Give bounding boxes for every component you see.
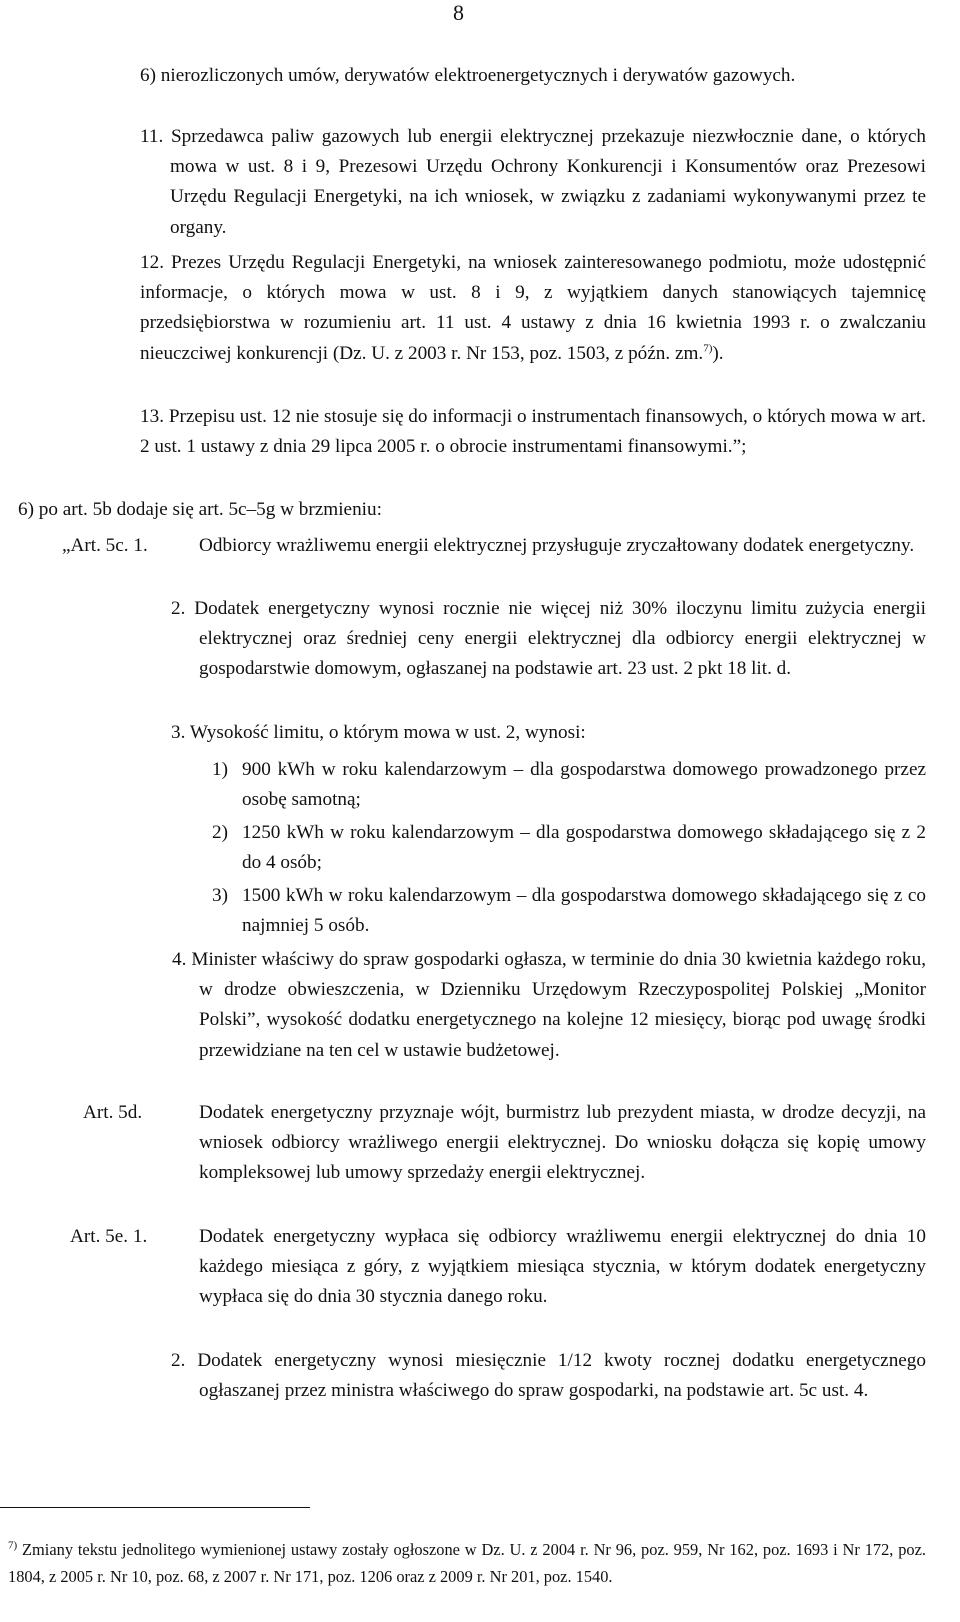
paragraph-12 bbox=[140, 248, 926, 369]
paragraph-12-tail: ). bbox=[712, 342, 724, 364]
amendment-point-6: 6) po art. 5b dodaje się art. 5c–5g w brzmieniu: bbox=[18, 499, 382, 520]
article-5c-ust-1: Odbiorcy wrażliwemu energii elektrycznej przysługuje zryczałtowany dodatek energetyczny. bbox=[199, 535, 915, 556]
paragraph-11: 11. Sprzedawca paliw gazowych lub energii elektrycznej przekazuje niezwłocznie dane, o których mowa w ust. 8 i 9, Prezesowi Urzędu Ochrony Konkurencji i Konsumentów oraz Prezesowi Urzędu Regulacji Energetyki, na ich wniosek, w związku z zadaniami wykonywanymi przez te organy. bbox=[140, 126, 926, 238]
paragraph-13: 13. Przepisu ust. 12 nie stosuje się do informacji o instrumentach finansowych, o których mowa w art. 2 ust. 1 ustawy z dnia 29 lipca 2005 r. o obrocie instrumentami finansowymi.”; bbox=[140, 406, 926, 458]
footnote-marker: 7) bbox=[8, 1539, 18, 1552]
point-1: 900 kWh w roku kalendarzowym – dla gospodarstwa domowego prowadzonego przez osobę samotną; bbox=[242, 759, 926, 811]
footnote-separator bbox=[0, 1507, 310, 1508]
article-5c-ust-3: 3. Wysokość limitu, o którym mowa w ust. 2, wynosi: bbox=[171, 722, 586, 743]
point-1-number: 1) bbox=[212, 759, 228, 780]
article-5c-ust-4: 4. Minister właściwy do spraw gospodarki ogłasza, w terminie do dnia 30 kwietnia każdego roku, w drodze obwieszczenia, w Dzienniku Urzędowym Rzeczypospolitej Polskiej „Monitor Polski”, wysokość dodatku energetycznego na kolejne 12 miesięcy, biorąc pod uwagę środki przewidziane na ten cel w ustawie budżetowej. bbox=[172, 949, 926, 1061]
footnote bbox=[8, 1536, 926, 1590]
footnote-reference: 7) bbox=[703, 342, 713, 355]
point-3-number: 3) bbox=[212, 885, 228, 906]
article-5e-ust-1: Dodatek energetyczny wypłaca się odbiorcy wrażliwemu energii elektrycznej do dnia 10 każdego miesiąca z góry, z wyjątkiem miesiąca stycznia, w którym dodatek energetyczny wypłaca się do dnia 30 stycznia danego roku. bbox=[199, 1226, 926, 1308]
article-5d-heading: Art. 5d. bbox=[83, 1102, 143, 1123]
point-3: 1500 kWh w roku kalendarzowym – dla gospodarstwa domowego składającego się z co najmniej 5 osób. bbox=[242, 885, 926, 937]
page-number: 8 bbox=[453, 0, 464, 25]
footnote-text: Zmiany tekstu jednolitego wymienionej ustawy zostały ogłoszone w Dz. U. z 2004 r. Nr 96, poz. 959, Nr 162, poz. 1693 i Nr 172, poz. 1804, z 2005 r. Nr 10, poz. 68, z 2007 r. Nr 171, poz. 1206 oraz z 2009 r. Nr 201, poz. 1540. bbox=[8, 1540, 926, 1586]
point-2-number: 2) bbox=[212, 822, 228, 843]
article-5c-heading: „Art. 5c. 1. bbox=[62, 535, 148, 556]
point-2: 1250 kWh w roku kalendarzowym – dla gospodarstwa domowego składającego się z 2 do 4 osób; bbox=[242, 822, 926, 874]
paragraph-6: 6) nierozliczonych umów, derywatów elektroenergetycznych i derywatów gazowych. bbox=[140, 65, 796, 86]
article-5c-ust-2: 2. Dodatek energetyczny wynosi rocznie nie więcej niż 30% iloczynu limitu zużycia energii elektrycznej oraz średniej ceny energii elektrycznej dla odbiorcy energii elektrycznej w gospodarstwie domowym, ogłaszanej na podstawie art. 23 ust. 2 pkt 18 lit. d. bbox=[171, 598, 926, 680]
article-5e-ust-2: 2. Dodatek energetyczny wynosi miesięcznie 1/12 kwoty rocznej dodatku energetycznego ogłaszanej przez ministra właściwego do spraw gospodarki, na podstawie art. 5c ust. 4. bbox=[171, 1350, 926, 1402]
article-5d: Dodatek energetyczny przyznaje wójt, burmistrz lub prezydent miasta, w drodze decyzji, na wniosek odbiorcy wrażliwego energii elektrycznej. Do wniosku dołącza się kopię umowy kompleksowej lub umowy sprzedaży energii elektrycznej. bbox=[199, 1102, 926, 1184]
article-5e-heading: Art. 5e. 1. bbox=[70, 1226, 148, 1247]
paragraph-12-text: 12. Prezes Urzędu Regulacji Energetyki, na wniosek zainteresowanego podmiotu, może udostępnić informacje, o których mowa w ust. 8 i 9, z wyjątkiem danych stanowiących tajemnicę przedsiębiorstwa w rozumieniu art. 11 ust. 4 ustawy z dnia 16 kwietnia 1993 r. o zwalczaniu nieuczciwej konkurencji (Dz. U. z 2003 r. Nr 153, poz. 1503, z późn. zm. bbox=[140, 252, 926, 364]
